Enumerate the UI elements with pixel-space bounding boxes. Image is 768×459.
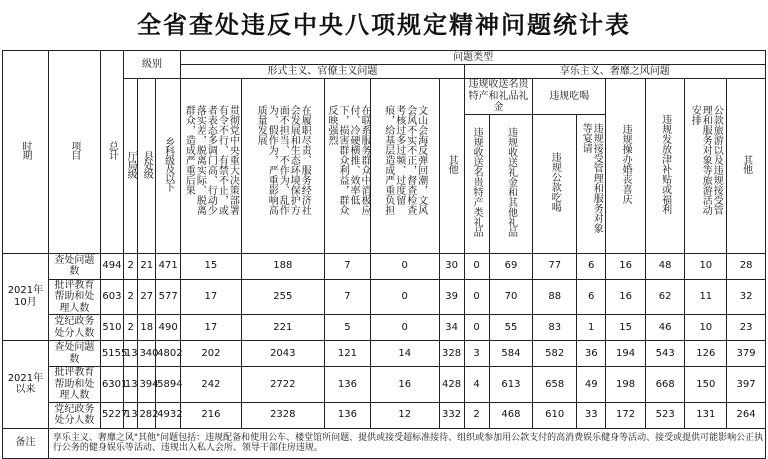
header-period: 时期: [3, 51, 49, 254]
row-value: 23: [727, 315, 766, 341]
row-value: 16: [370, 367, 439, 403]
header-formalism-4: 文山会海反弹回潮，文风会风不实不正，督查检查考核过多过频、过度留痕，给基层造成严重负担: [370, 79, 439, 254]
row-value: 6: [577, 279, 606, 315]
row-value: 216: [181, 402, 241, 428]
row-value: 332: [439, 402, 464, 428]
row-value: 613: [489, 367, 533, 403]
header-eat-group: 违规吃喝: [533, 79, 606, 115]
row-value: 194: [606, 341, 646, 367]
header-level-township: 乡科级及以下: [156, 79, 181, 254]
row-item: 查处问题数: [48, 253, 100, 279]
row-value: 17: [181, 279, 241, 315]
row-value: 13: [123, 341, 138, 367]
row-value: 328: [439, 341, 464, 367]
header-item: 项目: [48, 51, 100, 254]
row-value: 0: [464, 315, 489, 341]
row-value: 10: [685, 253, 727, 279]
row-value: 202: [181, 341, 241, 367]
row-value: 494: [100, 253, 123, 279]
row-value: 16: [606, 279, 646, 315]
row-value: 21: [138, 253, 156, 279]
header-hedonism-7: 公款旅游以及违规接受管理和服务对象等旅游活动安排: [685, 79, 727, 254]
header-level: 级别: [123, 51, 180, 79]
row-value: 5227: [100, 402, 123, 428]
header-hedonism-1: 违规收送名贵特产类礼品: [464, 114, 489, 253]
row-value: 4932: [156, 402, 181, 428]
row-value: 543: [645, 341, 685, 367]
row-value: 14: [370, 341, 439, 367]
header-formalism-group: 形式主义、官僚主义问题: [181, 65, 464, 79]
row-value: 46: [645, 315, 685, 341]
row-value: 10: [685, 315, 727, 341]
row-value: 2328: [241, 402, 324, 428]
period-cell: 2021年以来: [3, 341, 49, 429]
table-row: [3, 253, 766, 279]
header-hedonism-group: 享乐主义、奢靡之风问题: [464, 65, 765, 79]
row-value: 83: [533, 315, 577, 341]
row-value: 62: [645, 279, 685, 315]
row-value: 188: [241, 253, 324, 279]
row-value: 5: [324, 315, 370, 341]
row-value: 6: [577, 253, 606, 279]
row-value: 468: [489, 402, 533, 428]
header-hedonism-5: 违规操办婚丧喜庆: [606, 79, 646, 254]
header-formalism-other: 其他: [439, 79, 464, 254]
header-level-department: 厅局级: [123, 79, 138, 254]
row-value: 0: [370, 253, 439, 279]
row-value: 282: [138, 402, 156, 428]
row-value: 5155: [100, 341, 123, 367]
header-hedonism-other: 其他: [727, 79, 766, 254]
row-value: 0: [464, 279, 489, 315]
table-row: [3, 402, 766, 428]
row-value: 17: [181, 315, 241, 341]
row-value: 70: [489, 279, 533, 315]
header-issue-type: 问题类型: [181, 51, 766, 65]
note-text: 享乐主义、奢靡之风"其他"问题包括：违规配备和使用公车、楼堂馆所问题、提供或接受超标准接待、组织或参加用公款支付的高消费娱乐健身等活动、接受或提供可能影响公正执行公务的健身娱乐等活动、违规出入私人会所、领导干部住房违规。: [48, 428, 765, 458]
row-value: 242: [181, 367, 241, 403]
row-value: 2: [123, 315, 138, 341]
row-value: 2722: [241, 367, 324, 403]
row-value: 255: [241, 279, 324, 315]
row-value: 584: [489, 341, 533, 367]
row-value: 77: [533, 253, 577, 279]
row-item: 批评教育帮助和处理人数: [48, 367, 100, 403]
row-value: 69: [489, 253, 533, 279]
row-value: 2043: [241, 341, 324, 367]
row-value: 0: [370, 315, 439, 341]
row-value: 39: [439, 279, 464, 315]
row-value: 658: [533, 367, 577, 403]
row-value: 33: [577, 402, 606, 428]
row-value: 32: [727, 279, 766, 315]
row-value: 121: [324, 341, 370, 367]
row-value: 668: [645, 367, 685, 403]
row-value: 172: [606, 402, 646, 428]
page-title: 全省查处违反中央八项规定精神问题统计表: [137, 11, 631, 39]
row-value: 28: [727, 253, 766, 279]
row-value: 3: [464, 341, 489, 367]
row-value: 7: [324, 253, 370, 279]
statistics-table: [2, 50, 766, 459]
row-value: 510: [100, 315, 123, 341]
header-hedonism-4: 违规接受管理和服务对象等宴请: [577, 114, 606, 253]
row-value: 4802: [156, 341, 181, 367]
row-value: 88: [533, 279, 577, 315]
row-value: 0: [370, 279, 439, 315]
row-value: 577: [156, 279, 181, 315]
row-value: 7: [324, 279, 370, 315]
row-value: 13: [123, 402, 138, 428]
row-value: 2: [123, 279, 138, 315]
row-value: 428: [439, 367, 464, 403]
row-item: 党纪政务处分人数: [48, 315, 100, 341]
row-value: 221: [241, 315, 324, 341]
row-value: 34: [439, 315, 464, 341]
row-value: 131: [685, 402, 727, 428]
row-value: 136: [324, 402, 370, 428]
row-value: 6301: [100, 367, 123, 403]
row-value: 0: [464, 253, 489, 279]
note-label: 备注: [3, 428, 49, 458]
row-value: 4: [464, 367, 489, 403]
row-value: 15: [181, 253, 241, 279]
row-value: 2: [464, 402, 489, 428]
row-value: 523: [645, 402, 685, 428]
row-item: 查处问题数: [48, 341, 100, 367]
row-value: 126: [685, 341, 727, 367]
row-value: 1: [577, 315, 606, 341]
table-row: [3, 279, 766, 315]
row-value: 379: [727, 341, 766, 367]
row-value: 36: [577, 341, 606, 367]
table-row: [3, 367, 766, 403]
row-value: 603: [100, 279, 123, 315]
row-value: 49: [577, 367, 606, 403]
header-level-county: 县处级: [138, 79, 156, 254]
row-value: 11: [685, 279, 727, 315]
row-value: 582: [533, 341, 577, 367]
header-hedonism-6: 违规发放津补贴或福利: [645, 79, 685, 254]
row-value: 18: [138, 315, 156, 341]
row-value: 12: [370, 402, 439, 428]
row-item: 批评教育帮助和处理人数: [48, 279, 100, 315]
header-formalism-1: 贯彻党中央重大决策部署有令不行、有禁不止，或者表态多调门高、行动少落实差，脱离实际、脱离群众，造成严重后果: [181, 79, 241, 254]
row-value: 490: [156, 315, 181, 341]
header-formalism-2: 在履职尽责、服务经济社会发展和生态环境保护方面不担当、不作为、乱作为、假作为，严重影响高质量发展: [241, 79, 324, 254]
row-value: 5894: [156, 367, 181, 403]
row-value: 340: [138, 341, 156, 367]
row-value: 27: [138, 279, 156, 315]
row-value: 150: [685, 367, 727, 403]
period-cell: 2021年10月: [3, 253, 49, 341]
row-value: 394: [138, 367, 156, 403]
table-row: [3, 315, 766, 341]
row-value: 198: [606, 367, 646, 403]
header-row-1: [3, 51, 766, 65]
row-value: 55: [489, 315, 533, 341]
row-value: 610: [533, 402, 577, 428]
row-value: 15: [606, 315, 646, 341]
header-hedonism-2: 违规收送礼金和其他礼品: [489, 114, 533, 253]
note-row: [3, 428, 766, 458]
row-value: 48: [645, 253, 685, 279]
row-item: 党纪政务处分人数: [48, 402, 100, 428]
header-hedonism-3: 违规公款吃喝: [533, 114, 577, 253]
header-total: 总计: [100, 51, 123, 254]
header-gift-group: 违规收送名贵特产和礼品礼金: [464, 79, 533, 115]
row-value: 136: [324, 367, 370, 403]
row-value: 397: [727, 367, 766, 403]
row-value: 13: [123, 367, 138, 403]
row-value: 471: [156, 253, 181, 279]
row-value: 30: [439, 253, 464, 279]
header-formalism-3: 在联系服务群众中消极应付、冷硬横推、效率低下，损害群众利益，群众反映强烈: [324, 79, 370, 254]
table-row: [3, 341, 766, 367]
row-value: 264: [727, 402, 766, 428]
row-value: 16: [606, 253, 646, 279]
row-value: 2: [123, 253, 138, 279]
